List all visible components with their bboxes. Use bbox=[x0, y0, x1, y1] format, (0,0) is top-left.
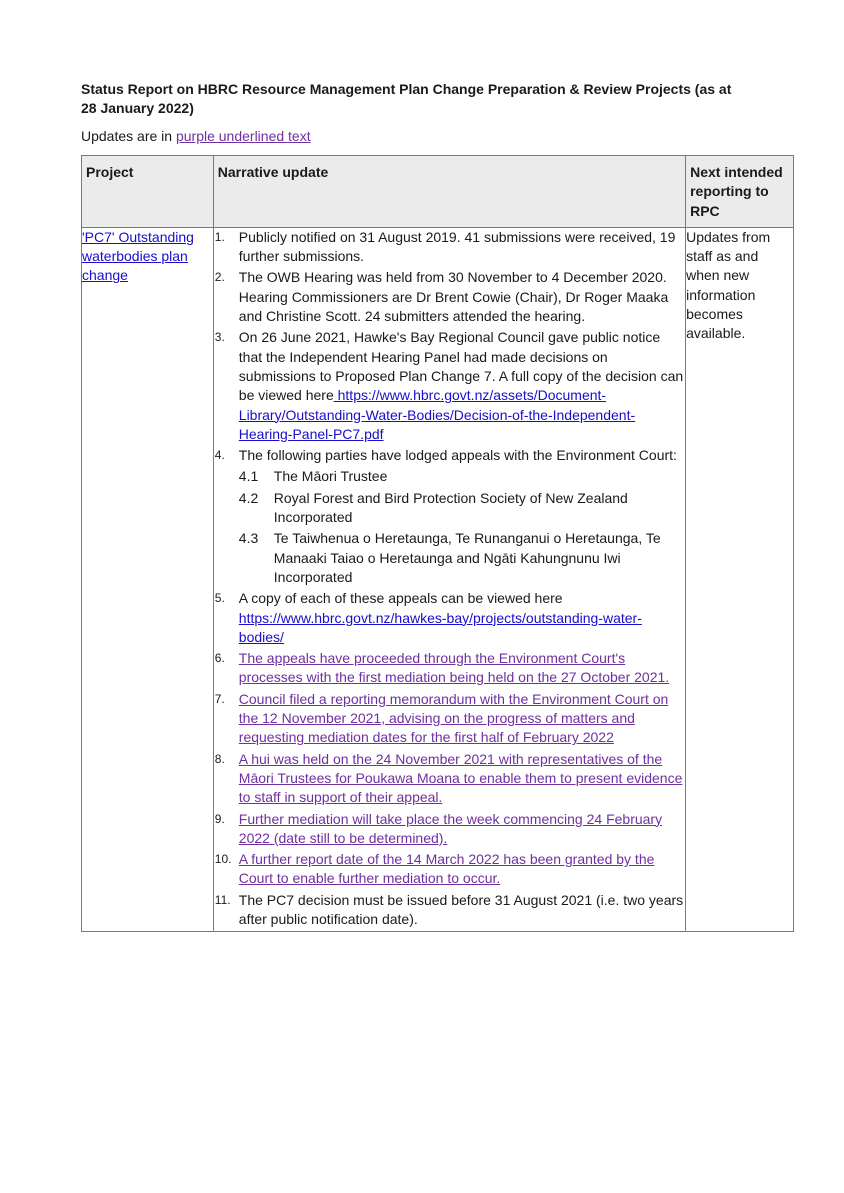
item-text: On 26 June 2021, Hawke's Bay Regional Council gave public notice that the Independent Hearing Panel had made decisions on submissions to Proposed Plan Change 7. A full copy of the decision can be viewed here bbox=[238, 329, 684, 404]
appellant-text: Royal Forest and Bird Protection Society of New Zealand Incorporated bbox=[273, 489, 628, 526]
item-text: The PC7 decision must be issued before 31 August 2021 (i.e. two years after public notification date). bbox=[238, 891, 684, 927]
table-row bbox=[82, 227, 794, 931]
item-text: A copy of each of these appeals can be viewed here bbox=[238, 590, 563, 607]
item-number: 10. bbox=[214, 852, 232, 867]
item-text-update: The appeals have proceeded through the Environment Court's processes with the first mediation being held on the 27 October 2021. bbox=[238, 650, 670, 686]
table-header-row bbox=[82, 156, 794, 228]
appellant-text: The Māori Trustee bbox=[273, 468, 388, 485]
next-reporting-text: Updates from staff as and when new information becomes available. bbox=[686, 228, 771, 342]
status-table bbox=[81, 155, 794, 932]
item-number: 1. bbox=[214, 229, 225, 244]
header-narrative: Narrative update bbox=[213, 156, 685, 228]
appellants-list bbox=[239, 467, 685, 587]
next-reporting-cell bbox=[686, 227, 794, 931]
list-item bbox=[214, 446, 685, 587]
item-text-update: Further mediation will take place the week commencing 24 February 2022 (date still to be determined). bbox=[238, 810, 663, 846]
item-text-update: A hui was held on the 24 November 2021 with representatives of the Māori Trustees for Poukawa Moana to enable them to present evidence to staff in support of their appeal. bbox=[238, 750, 683, 806]
item-number: 9. bbox=[214, 811, 225, 826]
document-title: Status Report on HBRC Resource Management Plan Change Preparation & Review Projects (as at 28 January 2022) bbox=[81, 81, 732, 116]
item-number: 6. bbox=[214, 651, 225, 666]
item-number: 3. bbox=[214, 330, 225, 345]
narrative-cell bbox=[213, 227, 685, 931]
item-number: 11. bbox=[214, 892, 231, 907]
appeals-page-link[interactable]: https://www.hbrc.govt.nz/hawkes-bay/projects/outstanding-water-bodies/ bbox=[238, 609, 642, 645]
list-item bbox=[214, 649, 685, 688]
appellant-item bbox=[239, 489, 685, 528]
header-next-reporting: Next intended reporting to RPC bbox=[686, 156, 794, 228]
item-text-update: A further report date of the 14 March 2022 has been granted by the Court to enable further mediation to occur. bbox=[238, 851, 655, 887]
appellant-number: 4.3 bbox=[238, 530, 259, 547]
list-item bbox=[214, 328, 685, 444]
decision-pdf-link[interactable]: https://www.hbrc.govt.nz/assets/Document-Library/Outstanding-Water-Bodies/Decision-of-the-Independent-Hearing-Panel-PC7.pdf bbox=[238, 387, 636, 442]
item-number: 7. bbox=[214, 691, 225, 706]
item-text-update: Council filed a reporting memorandum with the Environment Court on the 12 November 2021, advising on the progress of matters and requesting mediation dates for the first half of February 2022 bbox=[238, 690, 669, 746]
item-text: Publicly notified on 31 August 2019. 41 submissions were received, 19 further submissions. bbox=[238, 228, 676, 265]
appellant-item bbox=[239, 467, 685, 486]
list-item bbox=[214, 690, 685, 748]
list-item bbox=[214, 228, 685, 267]
project-link-pc7[interactable]: 'PC7' Outstanding waterbodies plan change bbox=[82, 228, 194, 284]
item-number: 5. bbox=[214, 591, 225, 606]
item-number: 8. bbox=[214, 751, 225, 766]
appellant-text: Te Taiwhenua o Heretaunga, Te Runanganui o Heretaunga, Te Manaaki Taiao o Heretaunga and Ngāti Kahungnunu Iwi Incorporated bbox=[273, 530, 661, 585]
narrative-list bbox=[214, 228, 685, 929]
appellant-number: 4.1 bbox=[238, 468, 259, 485]
item-text: The OWB Hearing was held from 30 November to 4 December 2020. Hearing Commissioners are Dr Brent Cowie (Chair), Dr Roger Maaka and Christine Scott. 24 submitters attended the hearing. bbox=[238, 269, 669, 325]
updates-note-prefix: Updates are in bbox=[81, 128, 176, 144]
list-item bbox=[214, 810, 685, 849]
item-text: The following parties have lodged appeals with the Environment Court: bbox=[238, 447, 677, 464]
appellant-number: 4.2 bbox=[238, 489, 259, 506]
list-item bbox=[214, 589, 685, 647]
project-cell bbox=[82, 227, 214, 931]
appellant-item bbox=[239, 529, 685, 587]
updates-note bbox=[81, 127, 311, 146]
list-item bbox=[214, 850, 685, 889]
header-project: Project bbox=[82, 156, 214, 228]
item-number: 2. bbox=[214, 270, 225, 285]
list-item bbox=[214, 268, 685, 326]
list-item bbox=[214, 750, 685, 808]
updates-legend-link[interactable]: purple underlined text bbox=[175, 128, 311, 144]
item-number: 4. bbox=[214, 448, 225, 463]
list-item bbox=[214, 891, 685, 930]
